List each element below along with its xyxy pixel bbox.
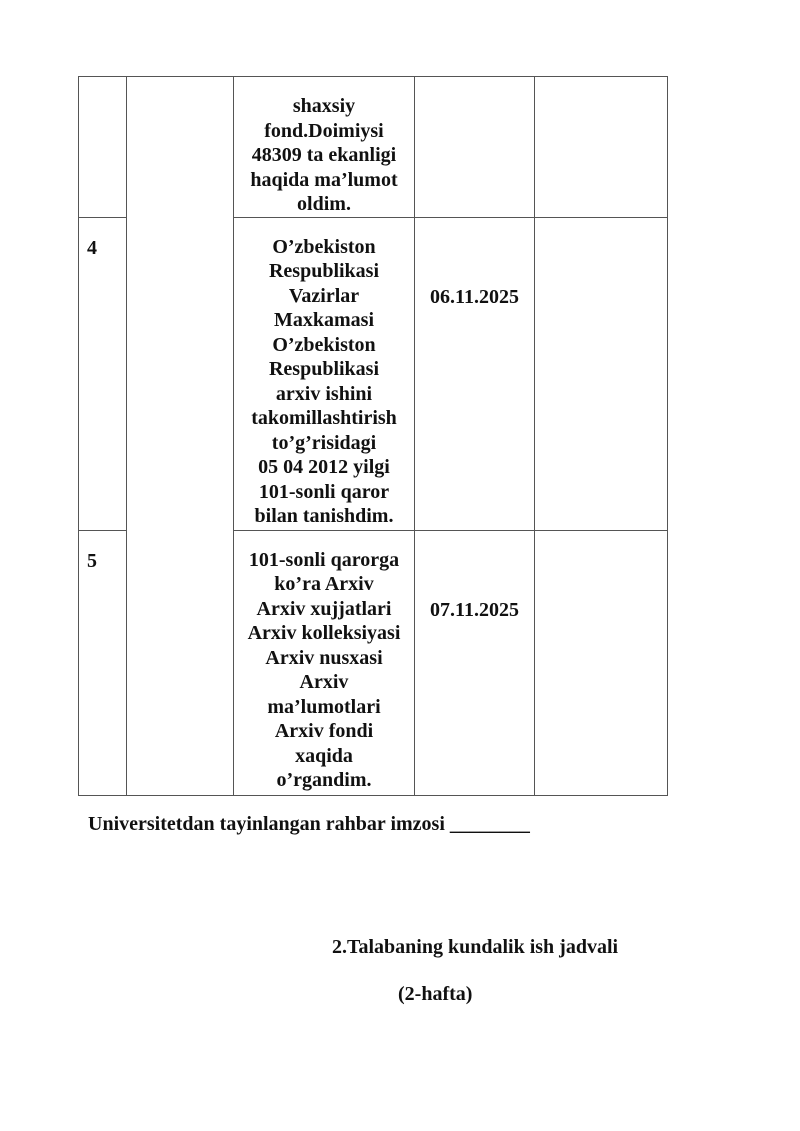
description-line: Arxiv xujjatlari	[256, 597, 392, 620]
supervisor-signature-line: Universitetdan tayinlangan rahbar imzosi ________	[88, 813, 530, 835]
description-line: ma’lumotlari	[267, 695, 381, 718]
description-line: xaqida	[295, 744, 353, 767]
section-subtitle: (2-hafta)	[398, 983, 473, 1005]
row-number-cell	[79, 77, 127, 218]
description-line: Arxiv kolleksiyasi	[247, 622, 401, 644]
description-line: Arxiv	[299, 671, 349, 693]
description-line: o’rgandim.	[276, 769, 372, 791]
description-line: takomillashtirish	[251, 407, 397, 429]
description-line: bilan tanishdim.	[254, 505, 394, 527]
description-cell	[234, 217, 415, 530]
description-line: 05 04 2012 yilgi	[258, 456, 390, 478]
merged-empty-cell	[127, 77, 234, 796]
description-line: Vazirlar	[288, 284, 360, 307]
description-line: O’zbekiston	[272, 235, 376, 258]
date-cell: 06.11.2025	[415, 217, 535, 530]
description-line: Maxkamasi	[274, 309, 374, 331]
row-number-cell: 4	[79, 217, 127, 530]
description-line: 48309 ta ekanligi	[251, 144, 397, 166]
description-cell	[234, 77, 415, 218]
description-cell	[234, 530, 415, 795]
description-line: Arxiv nusxasi	[265, 646, 383, 669]
description-line: oldim.	[297, 193, 351, 215]
description-line: ko’ra Arxiv	[274, 573, 374, 595]
description-line: 101-sonli qaror	[258, 480, 390, 503]
description-line: Arxiv fondi	[274, 720, 374, 742]
table-row	[79, 77, 668, 218]
row-number-cell: 5	[79, 530, 127, 795]
date-cell	[415, 77, 535, 218]
section-title: 2.Talabaning kundalik ish jadvali	[332, 936, 619, 958]
description-line: Respublikasi	[268, 358, 380, 380]
description-line: shaxsiy	[292, 95, 356, 117]
note-cell	[535, 217, 668, 530]
description-line: haqida ma’lumot	[250, 168, 398, 191]
description-line: Respublikasi	[268, 260, 380, 282]
description-line: fond.Doimiysi	[264, 119, 384, 142]
description-line: O’zbekiston	[272, 333, 376, 356]
daily-log-table	[78, 76, 668, 796]
description-line: to’g’risidagi	[271, 431, 377, 454]
description-line: 101-sonli qarorga	[248, 548, 400, 571]
note-cell	[535, 77, 668, 218]
date-cell: 07.11.2025	[415, 530, 535, 795]
description-line: arxiv ishini	[275, 382, 373, 405]
note-cell	[535, 530, 668, 795]
